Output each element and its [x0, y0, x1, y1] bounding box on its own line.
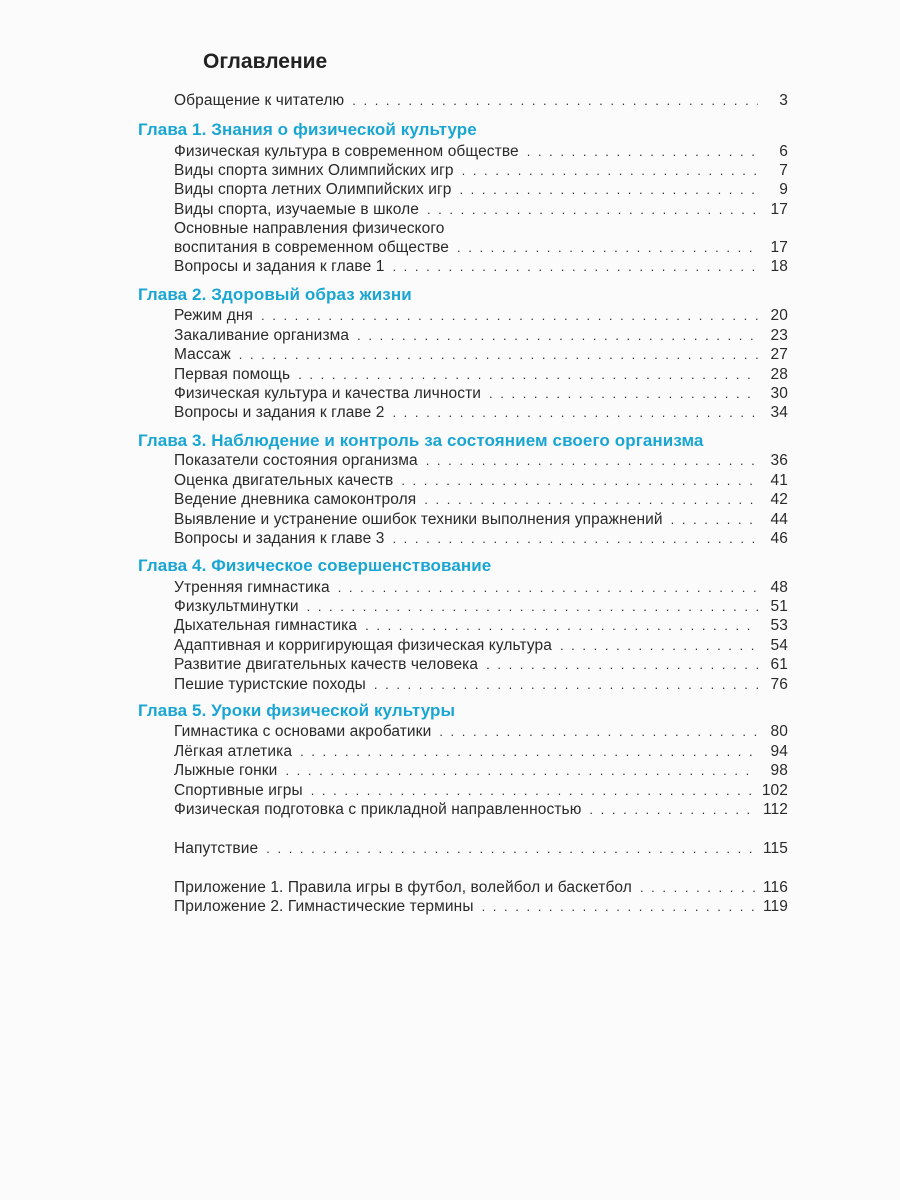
toc-entry-appendix-1[interactable]	[174, 878, 788, 897]
entry-page: 98	[770, 762, 788, 779]
entry-page: 30	[770, 385, 788, 402]
entry-label: Физическая подготовка с прикладной направленностью	[174, 801, 582, 818]
entry-page: 115	[762, 840, 788, 857]
entry-page: 61	[770, 656, 788, 673]
entry-page: 41	[770, 472, 788, 489]
toc-entry[interactable]	[174, 403, 788, 422]
entry-label: Спортивные игры	[174, 782, 303, 799]
toc-entry[interactable]	[174, 616, 788, 635]
entry-page: 53	[770, 617, 788, 634]
entry-label: Оценка двигательных качеств	[174, 472, 394, 489]
entry-label: Виды спорта летних Олимпийских игр	[174, 181, 452, 198]
toc-entry[interactable]	[174, 384, 788, 403]
entry-label: Массаж	[174, 346, 231, 363]
dot-leader	[482, 897, 758, 916]
entry-page: 18	[770, 258, 788, 275]
entry-page: 17	[770, 201, 788, 218]
entry-page: 51	[770, 598, 788, 615]
toc-entry[interactable]	[174, 257, 788, 276]
entry-page: 9	[779, 181, 788, 198]
toc-entry[interactable]	[174, 722, 788, 741]
toc-entry[interactable]	[174, 510, 788, 529]
entry-label: Приложение 1. Правила игры в футбол, волейбол и баскетбол	[174, 879, 632, 896]
entry-label: Напутствие	[174, 840, 259, 857]
dot-leader	[462, 161, 758, 180]
dot-leader	[401, 471, 758, 490]
entry-page: 3	[779, 92, 788, 109]
toc-title: Оглавление	[203, 50, 328, 73]
entry-page: 34	[770, 404, 788, 421]
entry-label: Развитие двигательных качеств человека	[174, 656, 479, 673]
entry-label: Вопросы и задания к главе 3	[174, 530, 385, 547]
entry-page: 27	[770, 346, 788, 363]
toc-entry[interactable]	[174, 578, 788, 597]
dot-leader	[427, 200, 758, 219]
toc-entry[interactable]	[174, 742, 788, 761]
dot-leader	[439, 722, 758, 741]
entry-label: Приложение 2. Гимнастические термины	[174, 898, 474, 915]
entry-page: 48	[770, 579, 788, 596]
dot-leader	[338, 578, 758, 597]
dot-leader	[392, 257, 758, 276]
dot-leader	[239, 345, 758, 364]
chapter-5-heading[interactable]: Глава 5. Уроки физической культуры	[138, 701, 456, 720]
entry-page: 42	[770, 491, 788, 508]
entry-page: 80	[770, 723, 788, 740]
entry-label: Физическая культура и качества личности	[174, 385, 482, 402]
entry-label: Адаптивная и корригирующая физическая культура	[174, 637, 552, 654]
toc-entry-farewell[interactable]	[174, 839, 788, 858]
toc-entry-intro[interactable]	[174, 91, 788, 110]
toc-entry[interactable]	[174, 675, 788, 694]
dot-leader	[527, 142, 758, 161]
toc-entry[interactable]	[174, 326, 788, 345]
entry-label: Виды спорта зимних Олимпийских игр	[174, 162, 454, 179]
entry-page: 17	[770, 239, 788, 256]
dot-leader	[307, 597, 758, 616]
dot-leader	[457, 238, 758, 257]
dot-leader	[426, 451, 758, 470]
dot-leader	[352, 91, 758, 110]
chapter-4-heading[interactable]: Глава 4. Физическое совершенствование	[138, 556, 492, 575]
toc-entry[interactable]	[174, 597, 788, 616]
entry-label: Физкультминутки	[174, 598, 299, 615]
dot-leader	[671, 510, 758, 529]
entry-label-line1: Основные направления физического	[174, 220, 445, 237]
dot-leader	[266, 839, 758, 858]
chapter-3-heading[interactable]: Глава 3. Наблюдение и контроль за состоянием своего организма	[138, 431, 704, 450]
dot-leader	[392, 403, 758, 422]
entry-page: 46	[770, 530, 788, 547]
chapter-1-heading[interactable]: Глава 1. Знания о физической культуре	[138, 120, 477, 139]
dot-leader	[486, 655, 758, 674]
entry-label: Вопросы и задания к главе 1	[174, 258, 385, 275]
entry-label: Выявление и устранение ошибок техники выполнения упражнений	[174, 511, 663, 528]
toc-entry[interactable]	[174, 142, 788, 161]
dot-leader	[459, 180, 758, 199]
toc-entry[interactable]	[174, 345, 788, 364]
dot-leader	[311, 781, 758, 800]
toc-entry[interactable]	[174, 451, 788, 470]
dot-leader	[392, 529, 758, 548]
dot-leader	[261, 306, 758, 325]
entry-label: Дыхательная гимнастика	[174, 617, 358, 634]
entry-page: 44	[770, 511, 788, 528]
entry-label: Виды спорта, изучаемые в школе	[174, 201, 419, 218]
toc-entry[interactable]	[174, 161, 788, 180]
entry-page: 112	[762, 801, 788, 818]
entry-page: 116	[762, 879, 788, 896]
entry-page: 7	[779, 162, 788, 179]
entry-page: 28	[770, 366, 788, 383]
entry-label: Закаливание организма	[174, 327, 350, 344]
dot-leader	[640, 878, 758, 897]
toc-entry[interactable]	[174, 180, 788, 199]
dot-leader	[357, 326, 758, 345]
entry-label: Лёгкая атлетика	[174, 743, 293, 760]
entry-label: Показатели состояния организма	[174, 452, 418, 469]
dot-leader	[298, 365, 758, 384]
toc-entry-appendix-2[interactable]	[174, 897, 788, 916]
dot-leader	[589, 800, 758, 819]
toc-entry[interactable]	[174, 800, 788, 819]
entry-page: 20	[770, 307, 788, 324]
dot-leader	[560, 636, 758, 655]
dot-leader	[285, 761, 758, 780]
entry-page: 102	[761, 782, 788, 799]
dot-leader	[365, 616, 758, 635]
entry-label: Обращение к читателю	[174, 92, 345, 109]
entry-page: 76	[770, 676, 788, 693]
toc-entry[interactable]	[174, 636, 788, 655]
toc-entry[interactable]	[174, 529, 788, 548]
toc-entry[interactable]	[174, 490, 788, 509]
entry-label: Режим дня	[174, 307, 253, 324]
entry-page: 6	[779, 143, 788, 160]
entry-page: 54	[770, 637, 788, 654]
toc-entry[interactable]	[174, 306, 788, 325]
toc-entry[interactable]	[174, 200, 788, 219]
toc-entry[interactable]	[174, 761, 788, 780]
entry-label: Лыжные гонки	[174, 762, 278, 779]
dot-leader	[489, 384, 758, 403]
dot-leader	[424, 490, 758, 509]
entry-page: 23	[770, 327, 788, 344]
entry-label: Ведение дневника самоконтроля	[174, 491, 417, 508]
toc-entry[interactable]	[174, 471, 788, 490]
dot-leader	[300, 742, 758, 761]
entry-label: Первая помощь	[174, 366, 291, 383]
entry-label: Физическая культура в современном обществе	[174, 143, 519, 160]
toc-entry[interactable]	[174, 781, 788, 800]
entry-label: Пешие туристские походы	[174, 676, 366, 693]
toc-entry[interactable]	[174, 220, 788, 257]
entry-label: воспитания в современном обществе	[174, 239, 450, 256]
toc-entry[interactable]	[174, 365, 788, 384]
entry-page: 94	[770, 743, 788, 760]
entry-label: Вопросы и задания к главе 2	[174, 404, 385, 421]
dot-leader	[374, 675, 758, 694]
entry-label: Утренняя гимнастика	[174, 579, 330, 596]
toc-entry[interactable]	[174, 655, 788, 674]
entry-label: Гимнастика с основами акробатики	[174, 723, 432, 740]
chapter-2-heading[interactable]: Глава 2. Здоровый образ жизни	[138, 285, 412, 304]
entry-page: 36	[770, 452, 788, 469]
entry-page: 119	[762, 898, 788, 915]
